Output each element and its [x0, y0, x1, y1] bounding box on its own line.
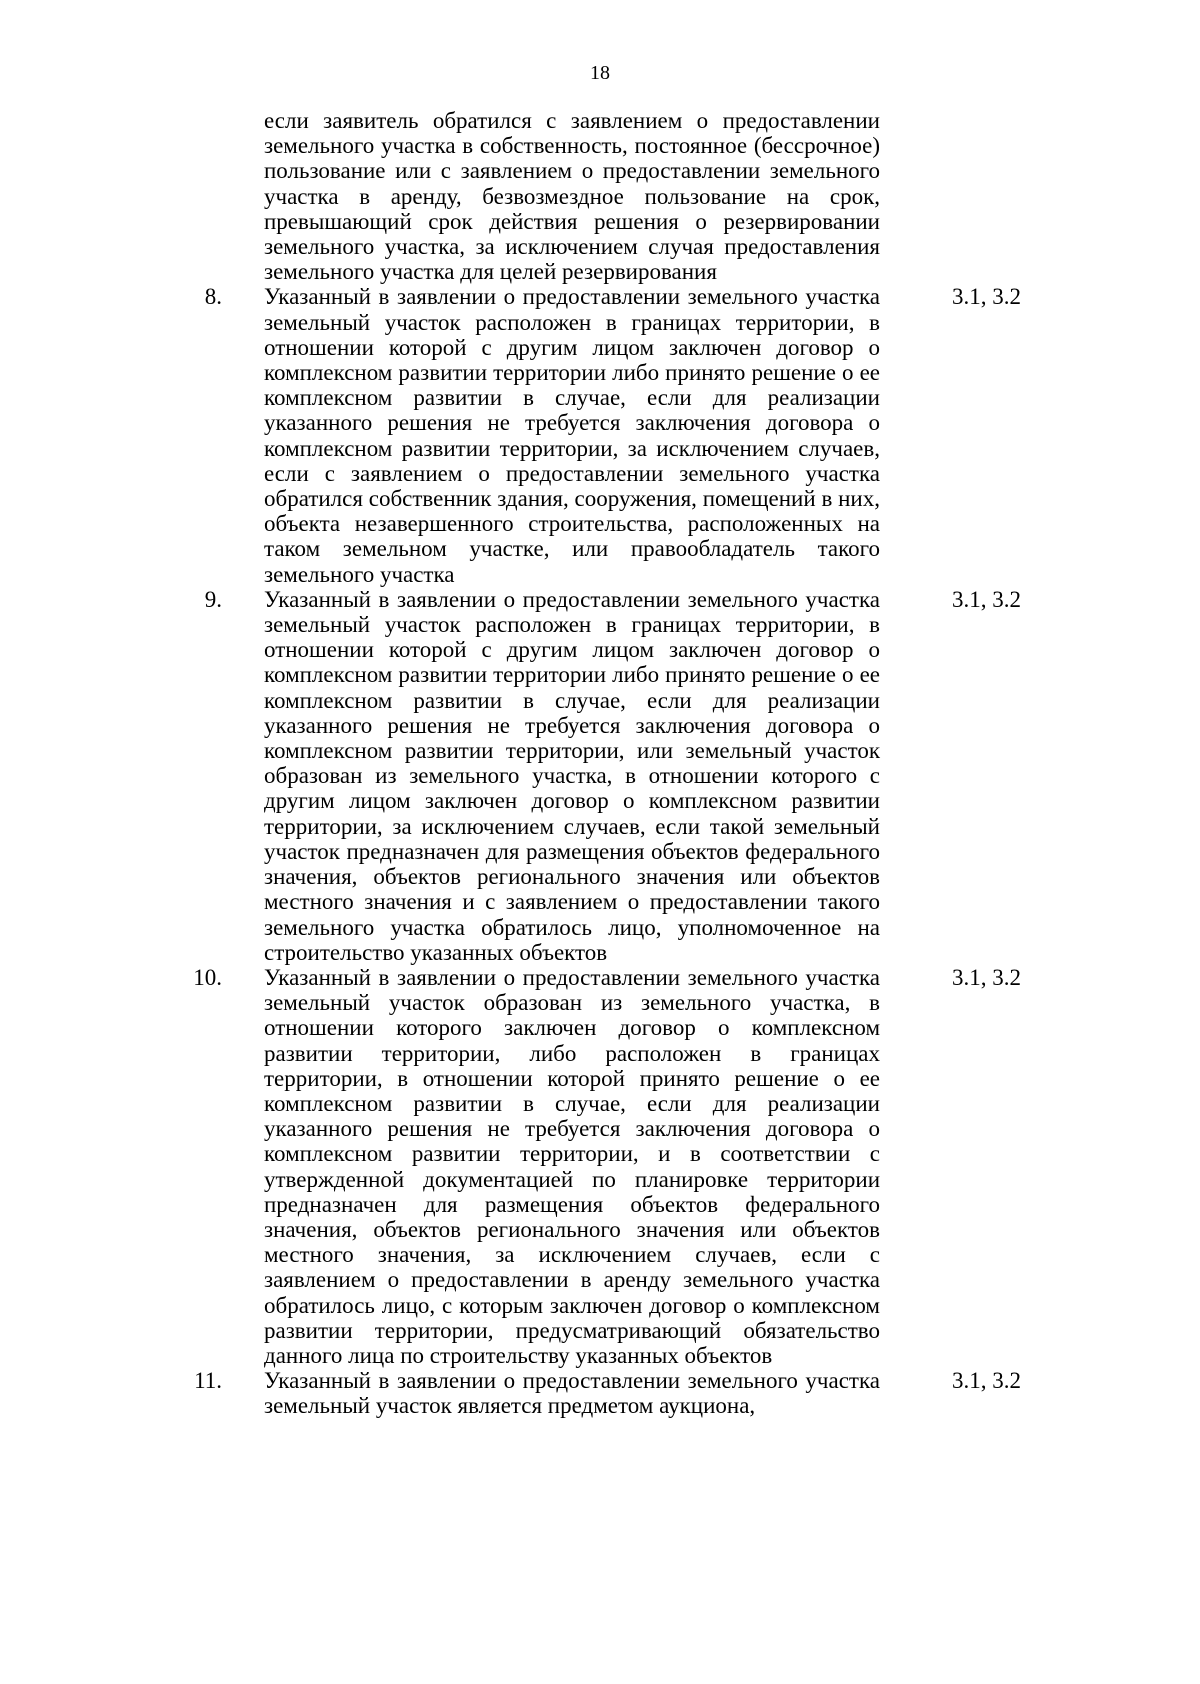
- row-text: Указанный в заявлении о предоставлении земельного участка земельный участок расположен в границах территории, в отношении которой с другим лицом заключен договор о комплексном развитии территории либо принято решение о ее комплексном развитии в случае, если для реализации указанного решения не требуется заключения договора о комплексном развитии территории, или земельный участок образован из земельного участка, в отношении которого с другим лицом заключен договор о комплексном развитии территории, за исключением случаев, если такой земельный участок предназначен для размещения объектов федерального значения, объектов регионального значения или объектов местного значения и с заявлением о предоставлении такого земельного участка обратилось лицо, уполномоченное на строительство указанных объектов: [264, 586, 880, 965]
- reasons-table: [0, 108, 1200, 1419]
- table-row: [0, 284, 1200, 586]
- row-text: Указанный в заявлении о предоставлении земельного участка земельный участок расположен в границах территории, в отношении которой с другим лицом заключен договор о комплексном развитии территории либо принято решение о ее комплексном развитии в случае, если для реализации указанного решения не требуется заключения договора о комплексном развитии территории, за исключением случаев, если с заявлением о предоставлении земельного участка обратился собственник здания, сооружения, помещений в них, объекта незавершенного строительства, расположенных на таком земельном участке, или правообладатель такого земельного участка: [264, 284, 880, 587]
- row-text: если заявитель обратился с заявлением о предоставлении земельного участка в собственность, постоянное (бессрочное) пользование или с заявлением о предоставлении земельного участка в аренду, безвозмездное пользование на срок, превышающий срок действия решения о резервировании земельного участка, за исключением случая предоставления земельного участка для целей резервирования: [264, 108, 880, 285]
- table-row: [0, 108, 1200, 284]
- page-number: 18: [590, 62, 610, 84]
- row-number: 9.: [204, 586, 222, 612]
- row-number: 8.: [204, 284, 222, 310]
- row-text: Указанный в заявлении о предоставлении земельного участка земельный участок образован из земельного участка, в отношении которого заключен договор о комплексном развитии территории, либо расположен в границах территории, в отношении которой принято решение о ее комплексном развитии в случае, если для реализации указанного решения не требуется заключения договора о комплексном развитии территории, и в соответствии с утвержденной документацией по планировке территории предназначен для размещения объектов федерального значения, объектов регионального значения или объектов местного значения, за исключением случаев, если с заявлением о предоставлении в аренду земельного участка обратилось лицо, с которым заключен договор о комплексном развитии территории, предусматривающий обязательство данного лица по строительству указанных объектов: [264, 964, 880, 1368]
- row-reference: 3.1, 3.2: [952, 284, 1021, 310]
- table-row: [0, 587, 1200, 965]
- row-reference: 3.1, 3.2: [952, 1368, 1021, 1394]
- row-number: 10.: [193, 964, 222, 990]
- row-reference: 3.1, 3.2: [952, 964, 1021, 990]
- table-row: [0, 965, 1200, 1368]
- row-text: Указанный в заявлении о предоставлении земельного участка земельный участок является предметом аукциона,: [264, 1368, 880, 1419]
- table-row: [0, 1368, 1200, 1418]
- row-number: 11.: [194, 1368, 222, 1394]
- row-reference: 3.1, 3.2: [952, 586, 1021, 612]
